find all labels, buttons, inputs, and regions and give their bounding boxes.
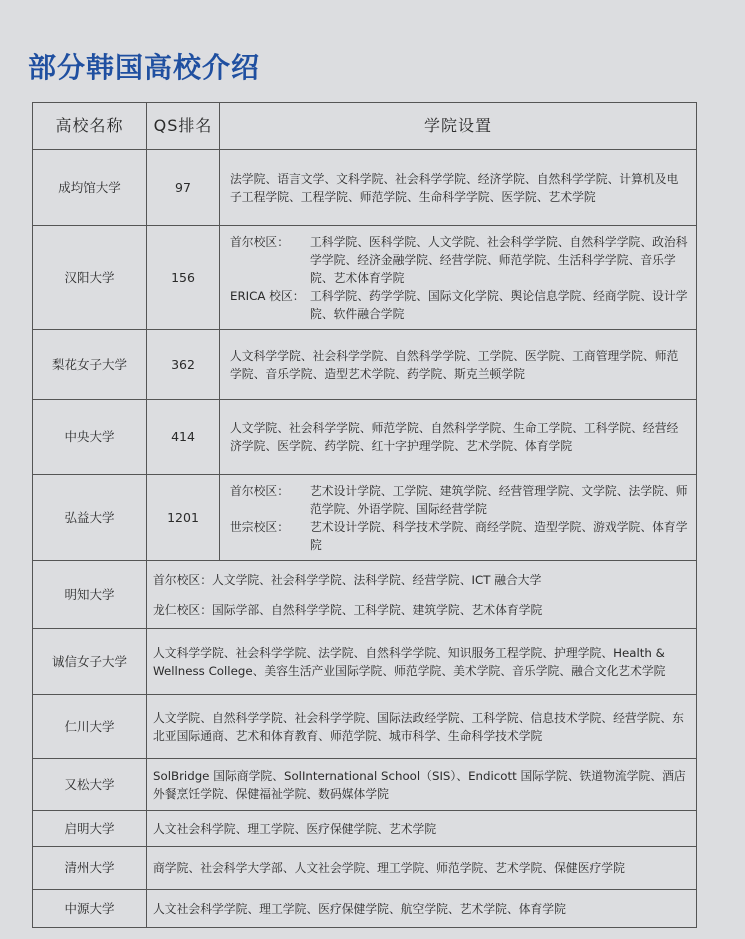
qs-rank: 97	[147, 150, 220, 226]
college-list: 人文科学学院、社会科学学院、法学院、自然科学学院、知识服务工程学院、护理学院、Health & Wellness College、美容生活产业国际学院、师范学院、美术学院、音乐学院、融合文化艺术学院	[147, 629, 697, 695]
campus-colleges: 工科学院、医科学院、人文学院、社会科学学院、自然科学学院、政治科学学院、经济金融学院、经营学院、师范学院、生活科学学院、音乐学院、艺术体育学院	[310, 234, 688, 285]
campus-colleges: 艺术设计学院、工学院、建筑学院、经营管理学院、文学院、法学院、师范学院、外语学院、国际经营学院	[310, 483, 688, 516]
campus-label: ERICA 校区：	[230, 288, 305, 303]
college-list: 法学院、语言文学、文科学院、社会科学学院、经济学院、自然科学学院、计算机及电子工程学院、工程学院、师范学院、生命科学学院、医学院、艺术学院	[220, 150, 697, 226]
qs-rank: 362	[147, 330, 220, 400]
table-row	[33, 561, 697, 629]
header-name: 高校名称	[33, 103, 147, 150]
university-name: 又松大学	[33, 759, 147, 811]
university-name: 中央大学	[33, 400, 147, 475]
table-row	[33, 759, 697, 811]
campus-line: 龙仁校区：国际学部、自然科学学院、工科学院、建筑学院、艺术体育学院	[153, 602, 543, 617]
university-name: 成均馆大学	[33, 150, 147, 226]
qs-rank: 1201	[147, 475, 220, 561]
university-name: 明知大学	[33, 561, 147, 629]
college-list	[147, 561, 697, 629]
table-row	[33, 847, 697, 890]
page-title: 部分韩国高校介绍	[28, 51, 261, 84]
qs-rank: 156	[147, 226, 220, 330]
college-list: 人文学院、社会科学学院、师范学院、自然科学学院、生命工学院、工科学院、经营经济学院、医学院、药学院、红十字护理学院、艺术学院、体育学院	[220, 400, 697, 475]
table-row	[33, 400, 697, 475]
table-row	[33, 695, 697, 759]
campus-line: 首尔校区：人文学院、社会科学学院、法科学院、经营学院、ICT 融合大学	[153, 572, 542, 587]
university-name: 中源大学	[33, 890, 147, 928]
university-name: 诚信女子大学	[33, 629, 147, 695]
table-row	[33, 890, 697, 928]
campus-colleges: 工科学院、药学学院、国际文化学院、舆论信息学院、经商学院、设计学院、软件融合学院	[310, 288, 688, 321]
college-list: 商学院、社会科学大学部、人文社会学院、理工学院、师范学院、艺术学院、保健医疗学院	[147, 847, 697, 890]
campus-label: 首尔校区：	[230, 483, 289, 498]
header-colleges: 学院设置	[220, 103, 697, 150]
college-list: 人文学院、自然科学学院、社会科学学院、国际法政经学院、工科学院、信息技术学院、经营学院、东北亚国际通商、艺术和体育教育、师范学院、城市科学、生命科学技术学院	[147, 695, 697, 759]
university-table	[32, 102, 697, 928]
qs-rank: 414	[147, 400, 220, 475]
campus-entry	[230, 233, 688, 287]
campus-label: 世宗校区：	[230, 519, 289, 534]
university-name: 汉阳大学	[33, 226, 147, 330]
table-header-row	[33, 103, 697, 150]
college-list	[220, 475, 697, 561]
college-list: 人文社会科学学院、理工学院、医疗保健学院、航空学院、艺术学院、体育学院	[147, 890, 697, 928]
table-row	[33, 811, 697, 847]
university-name: 启明大学	[33, 811, 147, 847]
header-qs: QS排名	[147, 103, 220, 150]
campus-entry	[230, 287, 688, 323]
table-row	[33, 150, 697, 226]
table-row	[33, 330, 697, 400]
university-name: 梨花女子大学	[33, 330, 147, 400]
table-row	[33, 629, 697, 695]
university-name: 清州大学	[33, 847, 147, 890]
table-row	[33, 475, 697, 561]
college-list: 人文社会科学院、理工学院、医疗保健学院、艺术学院	[147, 811, 697, 847]
college-list: SolBridge 国际商学院、SolInternational School（SIS）、Endicott 国际学院、铁道物流学院、酒店外餐烹饪学院、保健福祉学院、数码媒体学院	[147, 759, 697, 811]
university-name: 仁川大学	[33, 695, 147, 759]
campus-entry	[230, 482, 688, 518]
campus-label: 首尔校区：	[230, 234, 289, 249]
college-list: 人文科学学院、社会科学学院、自然科学学院、工学院、医学院、工商管理学院、师范学院、音乐学院、造型艺术学院、药学院、斯克兰顿学院	[220, 330, 697, 400]
university-name: 弘益大学	[33, 475, 147, 561]
campus-entry	[230, 518, 688, 554]
college-list	[220, 226, 697, 330]
campus-colleges: 艺术设计学院、科学技术学院、商经学院、造型学院、游戏学院、体育学院	[310, 519, 688, 552]
table-row	[33, 226, 697, 330]
